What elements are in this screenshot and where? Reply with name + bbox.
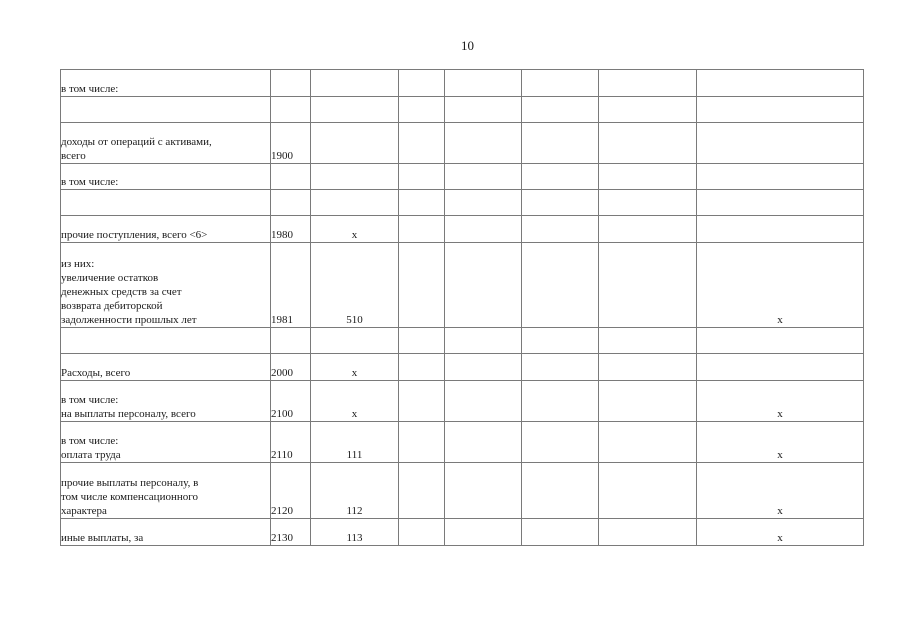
row-code-cell: 1900 <box>271 123 311 164</box>
empty-cell <box>399 519 445 546</box>
empty-cell <box>599 164 697 190</box>
empty-cell <box>399 97 445 123</box>
row-name-cell: Расходы, всего <box>61 354 271 381</box>
table-row <box>61 381 864 422</box>
row-name-cell: в том числе: оплата труда <box>61 422 271 463</box>
empty-cell <box>399 328 445 354</box>
row-total-cell <box>697 354 864 381</box>
row-name-cell: в том числе: <box>61 164 271 190</box>
plan-table <box>60 69 864 546</box>
empty-cell <box>445 123 522 164</box>
row-code-cell <box>271 190 311 216</box>
empty-cell <box>522 328 599 354</box>
row-total-cell <box>697 164 864 190</box>
empty-cell <box>399 70 445 97</box>
empty-cell <box>599 70 697 97</box>
empty-cell <box>599 463 697 519</box>
row-total-cell <box>697 97 864 123</box>
empty-cell <box>445 70 522 97</box>
table-row <box>61 164 864 190</box>
table-row <box>61 354 864 381</box>
row-code-cell: 1981 <box>271 243 311 328</box>
table-row <box>61 97 864 123</box>
empty-cell <box>399 354 445 381</box>
empty-cell <box>599 243 697 328</box>
empty-cell <box>445 422 522 463</box>
row-name-cell: иные выплаты, за <box>61 519 271 546</box>
empty-cell <box>399 216 445 243</box>
empty-cell <box>522 422 599 463</box>
empty-cell <box>522 354 599 381</box>
row-total-cell: x <box>697 463 864 519</box>
empty-cell <box>445 463 522 519</box>
row-kbk-cell: 111 <box>311 422 399 463</box>
row-total-cell: x <box>697 422 864 463</box>
empty-cell <box>522 190 599 216</box>
row-kbk-cell: x <box>311 354 399 381</box>
row-total-cell: x <box>697 519 864 546</box>
empty-cell <box>599 381 697 422</box>
table-row <box>61 519 864 546</box>
row-kbk-cell <box>311 70 399 97</box>
empty-cell <box>599 190 697 216</box>
empty-cell <box>522 381 599 422</box>
empty-cell <box>599 216 697 243</box>
empty-cell <box>445 354 522 381</box>
row-kbk-cell: 112 <box>311 463 399 519</box>
row-code-cell: 1980 <box>271 216 311 243</box>
row-code-cell <box>271 164 311 190</box>
table-body <box>61 70 864 546</box>
row-name-cell: доходы от операций с активами, всего <box>61 123 271 164</box>
empty-cell <box>522 463 599 519</box>
empty-cell <box>599 422 697 463</box>
empty-cell <box>599 354 697 381</box>
empty-cell <box>522 216 599 243</box>
empty-cell <box>445 243 522 328</box>
empty-cell <box>445 381 522 422</box>
row-kbk-cell <box>311 97 399 123</box>
empty-cell <box>522 70 599 97</box>
empty-cell <box>445 97 522 123</box>
row-code-cell: 2100 <box>271 381 311 422</box>
empty-cell <box>445 190 522 216</box>
empty-cell <box>445 519 522 546</box>
row-code-cell: 2000 <box>271 354 311 381</box>
row-code-cell <box>271 70 311 97</box>
table-row <box>61 123 864 164</box>
empty-cell <box>522 519 599 546</box>
row-name-cell: в том числе: на выплаты персоналу, всего <box>61 381 271 422</box>
row-code-cell: 2120 <box>271 463 311 519</box>
empty-cell <box>399 190 445 216</box>
empty-cell <box>399 422 445 463</box>
row-kbk-cell: x <box>311 381 399 422</box>
row-total-cell <box>697 70 864 97</box>
row-name-cell <box>61 190 271 216</box>
row-total-cell <box>697 190 864 216</box>
empty-cell <box>445 216 522 243</box>
row-total-cell <box>697 123 864 164</box>
row-name-cell <box>61 328 271 354</box>
row-kbk-cell <box>311 190 399 216</box>
table-row <box>61 70 864 97</box>
table-row <box>61 463 864 519</box>
empty-cell <box>399 381 445 422</box>
table-row <box>61 216 864 243</box>
row-total-cell: x <box>697 243 864 328</box>
row-code-cell: 2110 <box>271 422 311 463</box>
row-code-cell <box>271 328 311 354</box>
empty-cell <box>522 123 599 164</box>
row-kbk-cell: 510 <box>311 243 399 328</box>
empty-cell <box>522 164 599 190</box>
empty-cell <box>599 97 697 123</box>
row-total-cell <box>697 328 864 354</box>
row-kbk-cell <box>311 328 399 354</box>
row-name-cell: прочие поступления, всего <6> <box>61 216 271 243</box>
row-name-cell: в том числе: <box>61 70 271 97</box>
page-number: 10 <box>461 38 474 53</box>
table-row <box>61 243 864 328</box>
row-name-cell: из них: увеличение остатков денежных средств за счет возврата дебиторской задолженности прошлых лет <box>61 243 271 328</box>
row-code-cell <box>271 97 311 123</box>
row-kbk-cell: 113 <box>311 519 399 546</box>
row-kbk-cell: x <box>311 216 399 243</box>
empty-cell <box>445 164 522 190</box>
empty-cell <box>599 123 697 164</box>
empty-cell <box>399 463 445 519</box>
empty-cell <box>399 243 445 328</box>
empty-cell <box>599 519 697 546</box>
row-name-cell: прочие выплаты персоналу, в том числе компенсационного характера <box>61 463 271 519</box>
row-kbk-cell <box>311 164 399 190</box>
row-total-cell: x <box>697 381 864 422</box>
table-row <box>61 328 864 354</box>
table-row <box>61 190 864 216</box>
table-row <box>61 422 864 463</box>
empty-cell <box>445 328 522 354</box>
row-kbk-cell <box>311 123 399 164</box>
row-total-cell <box>697 216 864 243</box>
row-name-cell <box>61 97 271 123</box>
empty-cell <box>399 164 445 190</box>
empty-cell <box>522 243 599 328</box>
row-code-cell: 2130 <box>271 519 311 546</box>
empty-cell <box>599 328 697 354</box>
empty-cell <box>522 97 599 123</box>
empty-cell <box>399 123 445 164</box>
